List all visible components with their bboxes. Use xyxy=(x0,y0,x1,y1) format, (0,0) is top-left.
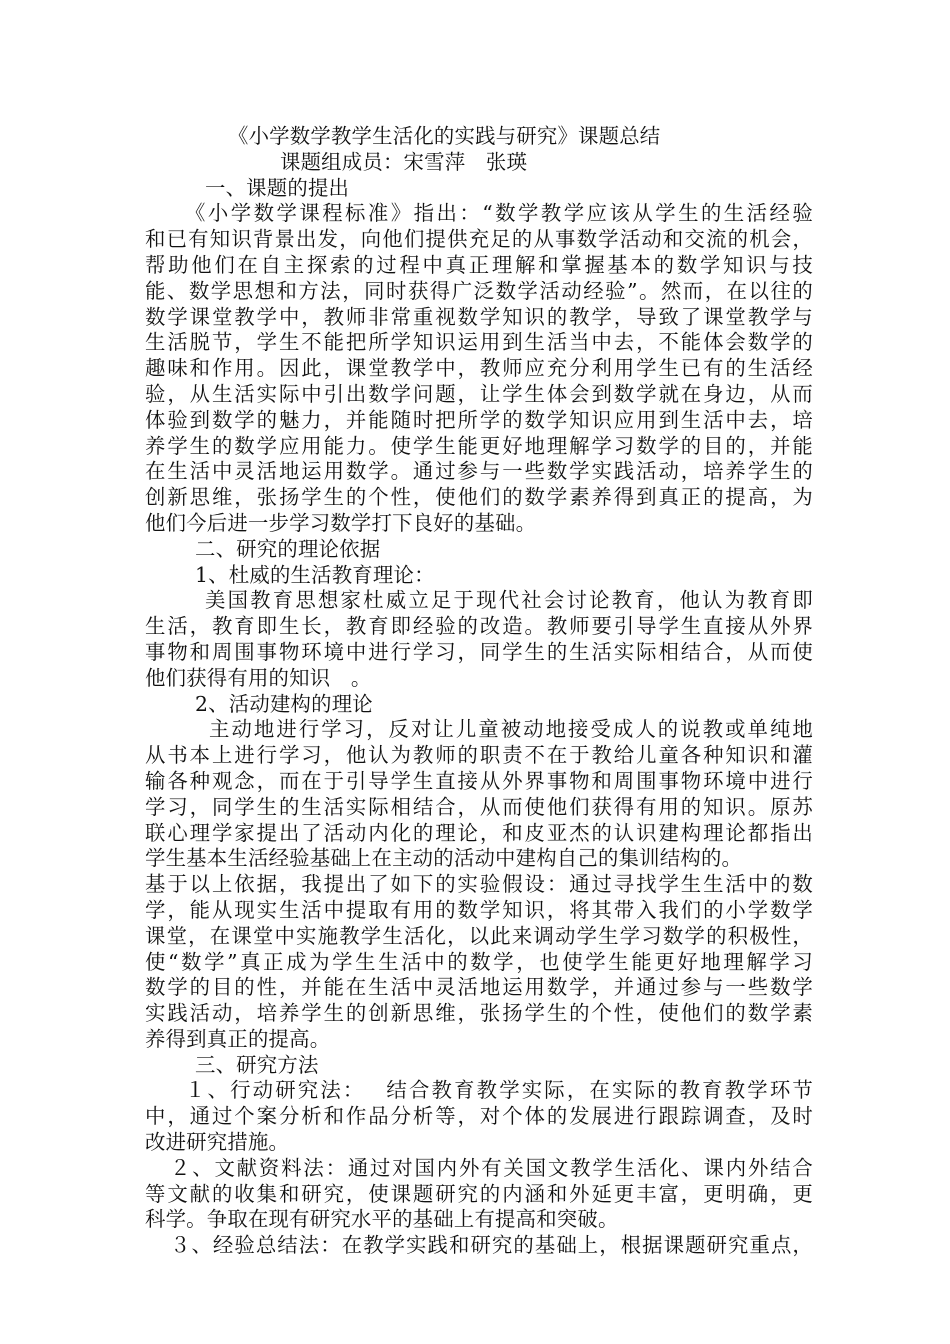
paragraph-line: 改进研究措施。 xyxy=(145,1130,290,1155)
paragraph-line: 学，能从现实生活中提取有用的数学知识，将其带入我们的小学数学 xyxy=(145,897,813,922)
paragraph-line: 主动地进行学习，反对让儿童被动地接受成人的说教或单纯地 xyxy=(209,717,813,742)
section-heading-2: 二、研究的理论依据 xyxy=(195,536,381,561)
paragraph-line: 从书本上进行学习，他认为教师的职责不在于教给儿童各种知识和灌 xyxy=(145,743,813,768)
paragraph-line: 等文献的收集和研究，使课题研究的内涵和外延更丰富，更明确，更 xyxy=(145,1181,813,1206)
paragraph-line: 数学的目的性，并能在生活中灵活地运用数学，并通过参与一些数学 xyxy=(145,975,813,1000)
paragraph-line: 数学课堂教学中，教师非常重视数学知识的教学，导致了课堂教学与 xyxy=(145,304,813,329)
paragraph-line: 中，通过个案分析和作品分析等，对个体的发展进行跟踪调查，及时 xyxy=(145,1104,813,1129)
paragraph-line: 能、数学思想和方法，同时获得广泛数学活动经验”。然而，在以往的 xyxy=(145,278,813,303)
paragraph-line: 事物和周围事物环境中进行学习，同学生的生活实际相结合，从而使 xyxy=(145,639,813,664)
paragraph-line: 验，从生活实际中引出数学问题，让学生体会到数学就在身边，从而 xyxy=(145,381,813,406)
paragraph-line: 和已有知识背景出发，向他们提供充足的从事数学活动和交流的机会， xyxy=(145,227,813,252)
paragraph-line: 《小学数学课程标准》指出：“数学教学应该从学生的生活经验 xyxy=(185,201,813,226)
paragraph-line: 基于以上依据，我提出了如下的实验假设：通过寻找学生生活中的数 xyxy=(145,872,813,897)
document-members: 课题组成员：宋雪萍 张瑛 xyxy=(280,149,528,174)
subsection-heading-2: 2、活动建构的理论 xyxy=(195,691,373,716)
paragraph-line: 学习，同学生的生活实际相结合，从而使他们获得有用的知识。原苏 xyxy=(145,794,813,819)
paragraph-line: 帮助他们在自主探索的过程中真正理解和掌握基本的数学知识与技 xyxy=(145,252,813,277)
paragraph-line: 课堂，在课堂中实施教学生活化，以此来调动学生学习数学的积极性， xyxy=(145,923,813,948)
paragraph-line: ３、经验总结法：在教学实践和研究的基础上，根据课题研究重点， xyxy=(170,1233,813,1258)
paragraph-line: 科学。争取在现有研究水平的基础上有提高和突破。 xyxy=(145,1207,619,1232)
section-heading-1: 一、课题的提出 xyxy=(205,175,350,200)
paragraph-line: 实践活动，培养学生的创新思维，张扬学生的个性，使他们的数学素 xyxy=(145,1001,813,1026)
subsection-heading-1: 1、杜威的生活教育理论： xyxy=(195,562,435,587)
paragraph-line: １、行动研究法： 结合教育教学实际，在实际的教育教学环节 xyxy=(185,1078,813,1103)
document-body xyxy=(145,124,813,1259)
section-heading-3: 三、研究方法 xyxy=(195,1052,319,1077)
paragraph-line: 养学生的数学应用能力。使学生能更好地理解学习数学的目的，并能 xyxy=(145,433,813,458)
paragraph-line: 趣味和作用。因此，课堂教学中，教师应充分利用学生已有的生活经 xyxy=(145,356,813,381)
paragraph-line: 生活脱节，学生不能把所学知识运用到生活当中去，不能体会数学的 xyxy=(145,330,813,355)
paragraph-line: 他们今后进一步学习数学打下良好的基础。 xyxy=(145,510,537,535)
paragraph-line: 体验到数学的魅力，并能随时把所学的数学知识应用到生活中去，培 xyxy=(145,407,813,432)
paragraph-line: 在生活中灵活地运用数学。通过参与一些数学实践活动，培养学生的 xyxy=(145,459,813,484)
paragraph-line: 输各种观念，而在于引导学生直接从外界事物和周围事物环境中进行 xyxy=(145,768,813,793)
paragraph-line: 他们获得有用的知识 。 xyxy=(145,665,372,690)
paragraph-line: ２、文献资料法：通过对国内外有关国文教学生活化、课内外结合 xyxy=(170,1155,813,1180)
paragraph-line: 学生基本生活经验基础上在主动的活动中建构自己的集训结构的。 xyxy=(145,846,743,871)
paragraph-line: 创新思维，张扬学生的个性，使他们的数学素养得到真正的提高，为 xyxy=(145,485,813,510)
paragraph-line: 使“数学”真正成为学生生活中的数学，也使学生能更好地理解学习 xyxy=(145,949,813,974)
paragraph-line: 美国教育思想家杜威立足于现代社会讨论教育，他认为教育即 xyxy=(205,588,813,613)
paragraph-line: 生活，教育即生长，教育即经验的改造。教师要引导学生直接从外界 xyxy=(145,614,813,639)
document-title: 《小学数学教学生活化的实践与研究》课题总结 xyxy=(228,124,661,148)
paragraph-line: 联心理学家提出了活动内化的理论，和皮亚杰的认识建构理论都指出 xyxy=(145,820,813,845)
paragraph-line: 养得到真正的提高。 xyxy=(145,1026,331,1051)
